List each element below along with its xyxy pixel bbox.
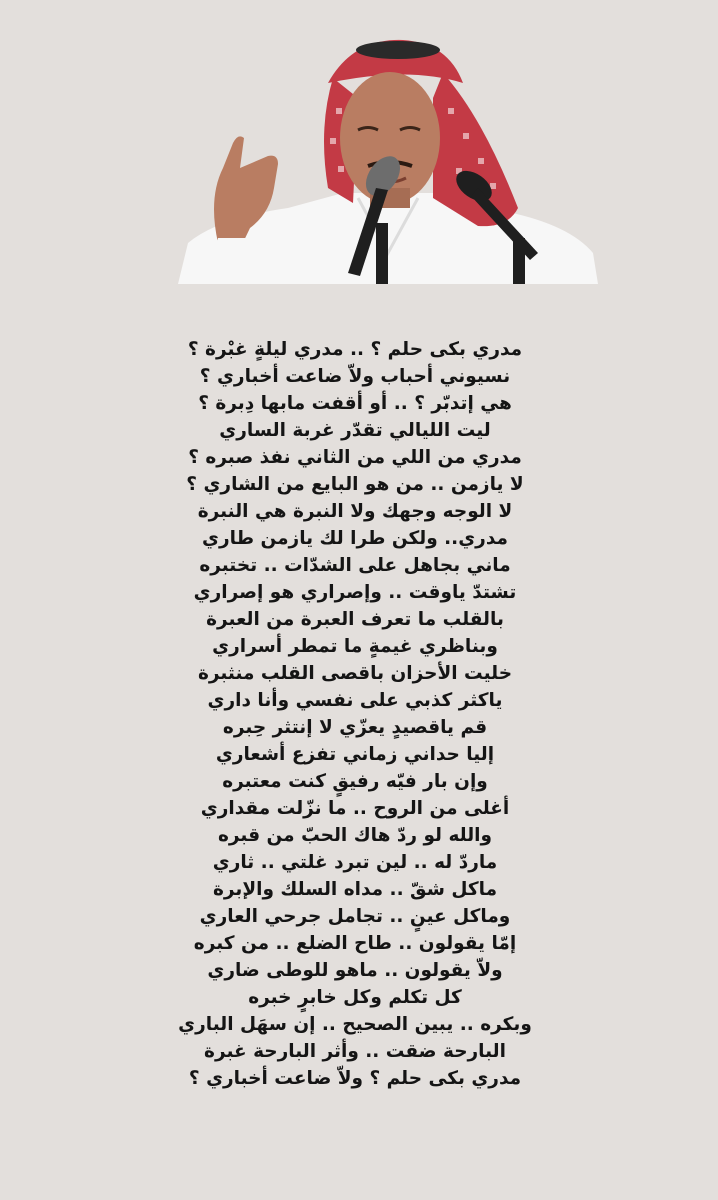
poem-line: البارحة ضقت .. وأثر البارحة غبرة (204, 1041, 506, 1062)
poem-line: قم ياقصيدٍ يعزّي لا إنتثر حِبره (222, 717, 488, 738)
poem-line: والله لو ردّ هاك الحبّ من قبره (217, 825, 493, 846)
poem-line: وإن بار فيّه رفيقٍ كنت معتبره (222, 771, 488, 792)
poem-line: لا يازمن .. من هو البايع من الشاري ؟ (186, 474, 524, 495)
poem-line: هي إتدبّر ؟ .. أو أقفت مابها دِبرة ؟ (198, 393, 512, 414)
poem-line: ماني بجاهل على الشدّات .. تختبره (199, 555, 511, 576)
poem-line: وبناظري غيمةٍ ما تمطر أسراري (212, 636, 498, 657)
poem-line: نسيوني أحباب ولاّ ضاعت أخباري ؟ (199, 366, 511, 387)
singer-photo (178, 38, 598, 284)
poem-text (150, 336, 560, 1092)
poem-line: إمّا يقولون .. طاح الضلع .. من كبره (193, 933, 517, 954)
shemagh-right (433, 73, 518, 226)
poem-line: مدري من اللي من الثاني نفذ صبره ؟ (188, 447, 522, 468)
poem-line: ياكثر كذبي على نفسي وأنا داري (207, 690, 503, 711)
poem-line: خليت الأحزان باقصى القلب منثبرة (197, 663, 513, 684)
poem-line: مدري.. ولكن طرا لك يازمن طاري (202, 528, 508, 549)
singer-photo-icon (178, 38, 598, 284)
poem-line: تشتدّ ياوقت .. وإصراري هو إصراري (193, 582, 517, 603)
poem-line: أغلى من الروح .. ما نزّلت مقداري (200, 798, 510, 819)
poem-line: ماردّ له .. لين تبرد غلتي .. ثاري (212, 852, 498, 873)
poem-line: ولاّ يقولون .. ماهو للوطى ضاري (207, 960, 503, 981)
poem-line: وماكل عينٍ .. تجامل جرحي العاري (199, 906, 511, 927)
poem-line: كل تكلم وكل خابرٍ خبره (248, 987, 462, 1008)
poem-line: لا الوجه وجهك ولا النبرة هي النبرة (197, 501, 513, 522)
agal (356, 41, 440, 59)
poem-line: إليا حداني زماني تفزع أشعاري (215, 744, 495, 765)
poem-line: بالقلب ما تعرف العبرة من العبرة (206, 609, 504, 630)
poem-line: ماكل شقّ .. مداه السلك والإبرة (212, 879, 498, 900)
poem-line: ليت الليالي تقدّر غربة الساري (219, 420, 491, 441)
poem-line: مدري بكى حلم ؟ ولاّ ضاعت أخباري ؟ (188, 1068, 522, 1089)
poem-line: مدري بكى حلم ؟ .. مدري ليلةٍ غبْرة ؟ (187, 339, 523, 360)
poem-line: وبكره .. يبين الصحيح .. إن سهَل الباري (178, 1014, 532, 1035)
